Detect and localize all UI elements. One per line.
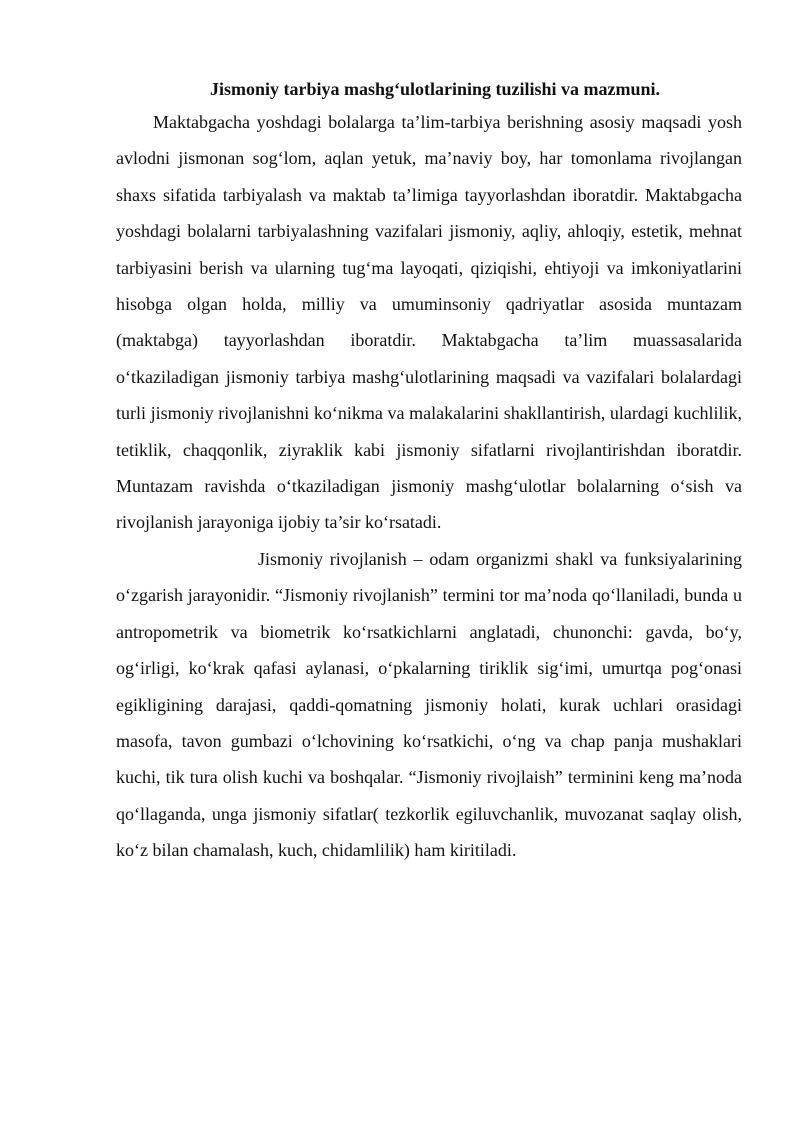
paragraph-1: Maktabgacha yoshdagi bolalarga ta’lim-tarbiya berishning asosiy maqsadi yosh avlodni jismonan sog‘lom, aqlan yetuk, ma’naviy boy, har tomonlama rivojlangan shaxs sifatida tarbiyalash va maktab ta’limiga tayyorlashdan iboratdir. Maktabgacha yoshdagi bolalarni tarbiyalashning vazifalari jismoniy, aqliy, ahloqiy, estetik, mehnat tarbiyasini berish va ularning tug‘ma layoqati, qiziqishi, ehtiyoji va imkoniyatlarini hisobga olgan holda, milliy va umuminsoniy qadriyatlar asosida muntazam (maktabga) tayyorlashdan iboratdir. Maktabgacha ta’lim muassasalarida o‘tkaziladigan jismoniy tarbiya mashg‘ulotlarining maqsadi va vazifalari bolalardagi turli jismoniy rivojlanishni ko‘nikma va malakalarini shakllantirish, ulardagi kuchlilik, tetiklik, chaqqonlik, ziyraklik kabi jismoniy sifatlarni rivojlantirishdan iboratdir. Muntazam ravishda o‘tkaziladigan jismoniy mashg‘ulotlar bolalarning o‘sish va rivojlanish jarayoniga ijobiy ta’sir ko‘rsatadi. bbox=[116, 112, 742, 533]
paragraph-2: Jismoniy rivojlanish – odam organizmi shakl va funksiyalarining o‘zgarish jarayonidir. “Jismoniy rivojlanish” termini tor ma’noda qo‘llaniladi, bunda u antropometrik va biometrik ko‘rsatkichlarni anglatadi, chunonchi: gavda, bo‘y, og‘irligi, ko‘krak qafasi aylanasi, o‘pkalarning tiriklik sig‘imi, umurtqa pog‘onasi egikligining darajasi, qaddi-qomatning jismoniy holati, kurak uchlari orasidagi masofa, tavon gumbazi o‘lchovining ko‘rsatkichi, o‘ng va chap panja mushaklari kuchi, tik tura olish kuchi va boshqalar. “Jismoniy rivojlaish” terminini keng ma’noda qo‘llaganda, unga jismoniy sifatlar( tezkorlik egiluvchanlik, muvozanat saqlay olish, ko‘z bilan chamalash, kuch, chidamlilik) ham kiritiladi. bbox=[116, 548, 742, 861]
document-title: Jismoniy tarbiya mashg‘ulotlarining tuzilishi va mazmuni. bbox=[209, 79, 661, 99]
document-page bbox=[116, 74, 742, 869]
